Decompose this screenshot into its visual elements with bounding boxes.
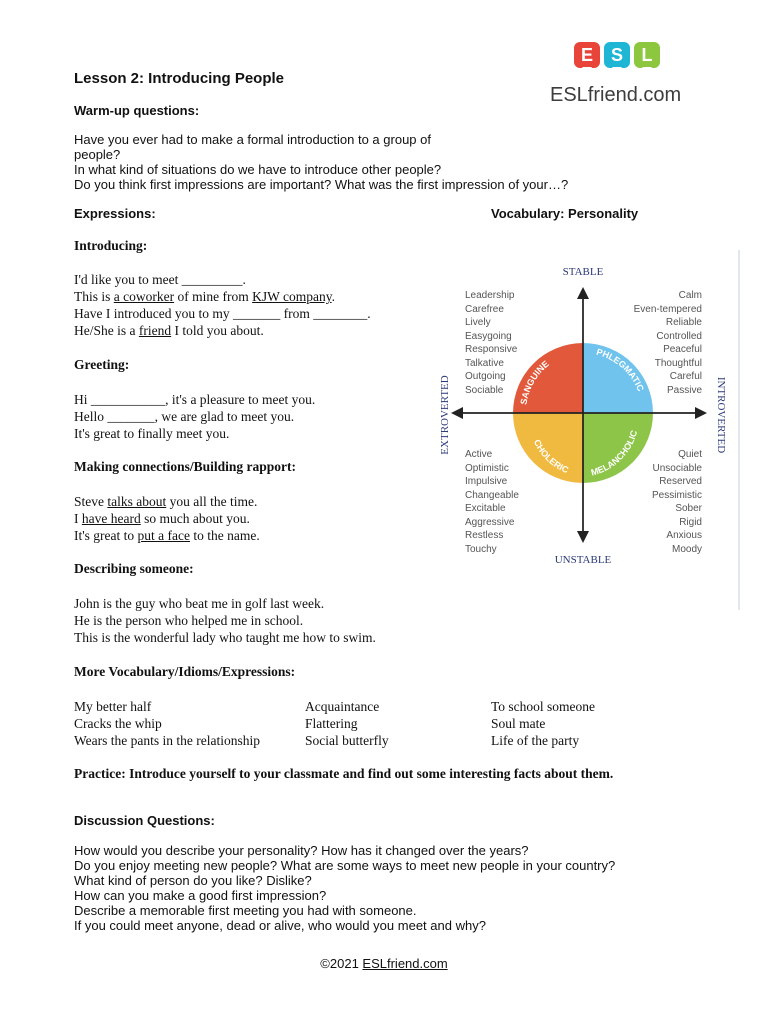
label-choleric: CHOLERIC	[531, 437, 571, 476]
discussion-line: How would you describe your personality? How has it changed over the years?	[74, 843, 529, 858]
trait: Active	[465, 449, 493, 460]
greeting-line: Hi ___________, it's a pleasure to meet you.	[74, 392, 316, 407]
discussion-line: How can you make a good first impression?	[74, 888, 327, 903]
greeting-line: Hello _______, we are glad to meet you.	[74, 409, 295, 424]
trait: Reliable	[665, 317, 702, 328]
footer	[0, 956, 768, 971]
text: so much about you.	[140, 511, 250, 526]
describing-line: He is the person who helped me in school.	[74, 613, 304, 628]
warmup-questions	[74, 132, 568, 192]
introducing-line	[74, 288, 371, 305]
axis-label-extroverted: EXTROVERTED	[439, 375, 451, 455]
discussion-line: What kind of person do you like? Dislike?	[74, 873, 312, 888]
text: It's great to	[74, 528, 138, 543]
trait: Thoughtful	[654, 358, 702, 369]
trait: Controlled	[656, 331, 702, 342]
trait: Pessimistic	[651, 490, 702, 501]
connections-block	[74, 493, 260, 544]
logo-bubble-l: L	[634, 42, 660, 68]
text: Steve	[74, 494, 108, 509]
trait: Passive	[666, 385, 702, 396]
connections-heading: Making connections/Building rapport:	[74, 459, 297, 474]
warmup-line: Do you think first impressions are important? What was the first impression of your…?	[74, 177, 569, 192]
traits-bottom-left	[465, 449, 519, 555]
underlined-term: a coworker	[113, 289, 175, 304]
vocab-item: Wears the pants in the relationship	[74, 733, 260, 748]
vocab-item: Acquaintance	[305, 699, 380, 714]
trait: Easygoing	[465, 331, 512, 342]
trait: Quiet	[678, 449, 702, 460]
introducing-block	[74, 271, 371, 339]
personality-svg	[432, 250, 740, 610]
trait: Peaceful	[663, 344, 702, 355]
trait: Sober	[675, 503, 702, 514]
warmup-line: people?	[74, 147, 121, 162]
vocab-item: Life of the party	[491, 733, 580, 748]
vocab-item: Soul mate	[491, 716, 546, 731]
trait: Responsive	[465, 344, 518, 355]
axis-label-introverted: INTROVERTED	[715, 376, 727, 454]
expressions-heading: Expressions:	[74, 206, 156, 221]
vocab-heading: Vocabulary: Personality	[491, 206, 639, 221]
footer-link[interactable]: ESLfriend.com	[362, 956, 448, 971]
vocab-item: Social butterfly	[305, 733, 389, 748]
discussion-line: Describe a memorable first meeting you had with someone.	[74, 903, 417, 918]
underlined-term: have heard	[81, 511, 141, 526]
trait: Lively	[465, 317, 491, 328]
trait: Excitable	[465, 503, 506, 514]
text: He/She is a	[74, 323, 139, 338]
more-vocab-col-1	[74, 698, 260, 749]
trait: Moody	[671, 544, 702, 555]
text: This is	[74, 289, 114, 304]
logo-bubble-s: S	[604, 42, 630, 68]
discussion-line: If you could meet anyone, dead or alive, who would you meet and why?	[74, 918, 486, 933]
trait: Leadership	[465, 290, 515, 301]
trait: Restless	[465, 530, 504, 541]
trait: Careful	[669, 371, 702, 382]
text: you all the time.	[166, 494, 258, 509]
warmup-line: Have you ever had to make a formal introduction to a group of	[74, 132, 431, 147]
trait: Changeable	[465, 490, 519, 501]
introducing-heading: Introducing:	[74, 238, 148, 253]
connections-line	[74, 510, 260, 527]
vocab-item: Cracks the whip	[74, 716, 162, 731]
describing-line: This is the wonderful lady who taught me how to swim.	[74, 630, 376, 645]
lesson-title: Lesson 2: Introducing People	[74, 70, 285, 87]
greeting-block	[74, 391, 315, 442]
describing-heading: Describing someone:	[74, 561, 194, 576]
introducing-line: Have I introduced you to my _______ from ________.	[74, 306, 371, 321]
trait: Carefree	[465, 304, 504, 315]
axis-label-unstable: UNSTABLE	[554, 554, 612, 566]
label-phlegmatic: PHLEGMATIC	[595, 346, 646, 393]
underlined-term: friend	[138, 323, 172, 338]
practice-instruction: Practice: Introduce yourself to your classmate and find out some interesting facts about them.	[74, 766, 614, 781]
vocab-item: Flattering	[305, 716, 358, 731]
text: I	[74, 511, 82, 526]
trait: Outgoing	[465, 371, 506, 382]
traits-bottom-right	[652, 449, 703, 555]
trait: Talkative	[465, 358, 504, 369]
describing-block	[74, 595, 376, 646]
trait: Impulsive	[465, 476, 508, 487]
trait: Touchy	[465, 544, 497, 555]
trait: Sociable	[465, 385, 504, 396]
text: .	[331, 289, 335, 304]
more-vocab-col-3	[491, 698, 595, 749]
logo-brand-name: ESLfriend.com	[550, 84, 682, 106]
trait: Even-tempered	[633, 304, 702, 315]
logo-bubble-e: E	[574, 42, 600, 68]
trait: Anxious	[666, 530, 702, 541]
describing-line: John is the guy who beat me in golf last week.	[74, 596, 325, 611]
introducing-line	[74, 322, 371, 339]
trait: Optimistic	[465, 463, 509, 474]
connections-line	[74, 527, 260, 544]
underlined-term: talks about	[107, 494, 167, 509]
traits-top-left	[465, 290, 518, 396]
trait: Aggressive	[465, 517, 515, 528]
warmup-line: In what kind of situations do we have to introduce other people?	[74, 162, 442, 177]
more-vocab-heading: More Vocabulary/Idioms/Expressions:	[74, 664, 296, 679]
trait: Rigid	[679, 517, 702, 528]
text: I told you about.	[171, 323, 264, 338]
axis-label-stable: STABLE	[562, 266, 604, 278]
greeting-heading: Greeting:	[74, 357, 130, 372]
label-sanguine: SANGUINE	[518, 358, 551, 406]
quadrant-choleric	[513, 413, 583, 483]
text: to the name.	[190, 528, 260, 543]
warmup-heading: Warm-up questions:	[74, 103, 200, 118]
trait: Reserved	[659, 476, 702, 487]
discussion-questions	[74, 843, 615, 933]
eslfriend-logo	[550, 40, 694, 112]
trait: Calm	[678, 290, 702, 301]
footer-copyright: ©2021	[320, 956, 363, 971]
connections-line	[74, 493, 260, 510]
label-melancholic: MELANCHOLIC	[589, 429, 640, 478]
text: of mine from	[174, 289, 253, 304]
more-vocab-col-2	[305, 698, 389, 749]
underlined-term: KJW company	[252, 289, 332, 304]
vocab-item: My better half	[74, 699, 152, 714]
underlined-term: put a face	[137, 528, 191, 543]
quadrant-phlegmatic	[583, 343, 653, 413]
introducing-line: I'd like you to meet _________.	[74, 272, 246, 287]
vocab-item: To school someone	[491, 699, 596, 714]
discussion-line: Do you enjoy meeting new people? What are some ways to meet new people in your country?	[74, 858, 616, 873]
discussion-heading: Discussion Questions:	[74, 813, 215, 828]
personality-diagram	[432, 250, 740, 610]
trait: Unsociable	[652, 463, 702, 474]
greeting-line: It's great to finally meet you.	[74, 426, 230, 441]
